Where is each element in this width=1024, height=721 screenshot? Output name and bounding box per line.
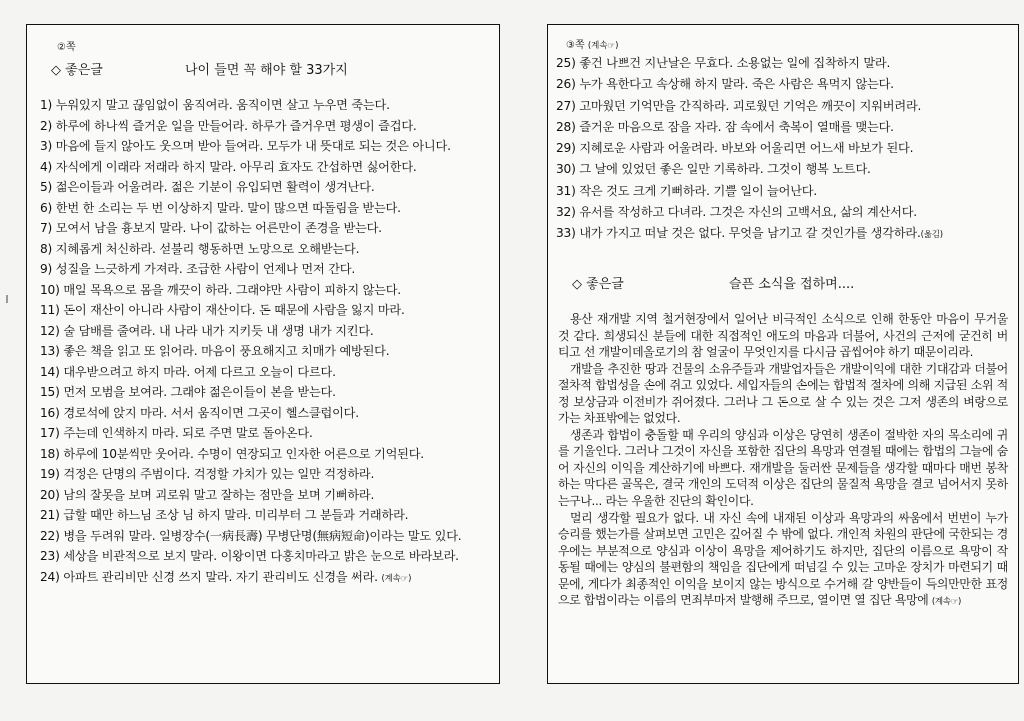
list-item: 2) 하루에 하나씩 즐거운 일을 만들어라. 하루가 즐거우면 평생이 즐겁다. bbox=[40, 118, 417, 133]
page-number-note: (계속☞) bbox=[587, 41, 619, 51]
list-item: 19) 걱정은 단명의 주범이다. 걱정할 가치가 있는 일만 걱정하라. bbox=[40, 467, 375, 481]
list-item-text: 33) 내가 가지고 떠날 것은 없다. 무엇을 남기고 갈 것인가를 생각하라. bbox=[556, 226, 921, 241]
list-item: 6) 한번 한 소리는 두 번 이상하지 말라. 말이 많으면 따돌림을 받는다. bbox=[40, 200, 401, 215]
list-item: 20) 남의 잘못을 보며 괴로워 말고 잘하는 점만을 보며 기뻐하라. bbox=[40, 487, 375, 502]
list-item: 11) 돈이 재산이 아니라 사람이 재산이다. 돈 때문에 사람을 잃지 마라. bbox=[40, 303, 405, 317]
essay-paragraph: 용산 재개발 지역 철거현장에서 일어난 비극적인 소식으로 인해 한동안 마음이 무거울 것 같다. 희생되신 분들에 대한 직접적인 애도의 마음과 더불어, 사건의 근저에 굳건히 버티고 선 개발이데올로기의 참 얼굴이 무엇인지를 다시금 곱씹어야 하기 때문이리라. bbox=[558, 312, 1008, 360]
list-item: 25) 좋건 나쁘건 지난날은 무효다. 소용없는 일에 집착하지 말라. bbox=[556, 56, 891, 70]
list-item: 16) 경로석에 앉지 마라. 서서 움직이면 그곳이 헬스클럽이다. bbox=[40, 405, 359, 420]
list-item: 27) 고마웠던 기억만을 간직하라. 괴로웠던 기억은 깨끗이 지워버려라. bbox=[556, 98, 922, 113]
page-number: ②쪽 bbox=[57, 42, 76, 53]
list-item bbox=[556, 223, 1014, 244]
list-item: 13) 좋은 책을 읽고 또 읽어라. 마음이 풍요해지고 치매가 예방된다. bbox=[40, 344, 390, 358]
continued-mark: (계속☞) bbox=[931, 597, 962, 608]
list-item: 30) 그 날에 있었던 좋은 일만 기록하라. 그것이 행복 노트다. bbox=[556, 162, 871, 177]
list-item: 31) 작은 것도 크게 기뻐하라. 기쁠 일이 늘어난다. bbox=[556, 183, 818, 198]
continued-mark: (계속☞) bbox=[381, 573, 412, 584]
list-item: 18) 하루에 10분씩만 웃어라. 수명이 연장되고 인자한 어른으로 기억된다. bbox=[40, 446, 424, 461]
list-item: 29) 지혜로운 사람과 어울려라. 바보와 어울리면 어느새 바보가 된다. bbox=[556, 141, 914, 156]
list-item: 22) 병을 두려워 말라. 일병장수(一病長壽) 무병단명(無病短命)이라는 말도 있다. bbox=[40, 528, 462, 543]
tips-list bbox=[40, 95, 490, 587]
list-item: 26) 누가 욕한다고 속상해 하지 말라. 죽은 사람은 욕먹지 않는다. bbox=[556, 77, 894, 92]
list-item: 10) 매일 목욕으로 몸을 깨끗이 하라. 그래야만 사람이 피하지 않는다. bbox=[40, 282, 401, 297]
essay-paragraph bbox=[558, 510, 1008, 611]
essay-heading bbox=[572, 273, 855, 292]
list-item: 17) 주는데 인색하지 마라. 되로 주면 말로 돌아온다. bbox=[40, 426, 313, 440]
list-item: 7) 모여서 남을 흉보지 말라. 나이 값하는 어른만이 존경을 받는다. bbox=[40, 221, 382, 235]
list-item: 21) 급할 때만 하느님 조상 님 하지 말라. 미리부터 그 분들과 거래하라. bbox=[40, 508, 409, 522]
page-heading bbox=[51, 59, 348, 78]
list-item: 5) 젊은이들과 어울려라. 젊은 기분이 유입되면 활력이 생겨난다. bbox=[40, 180, 375, 194]
list-item: 14) 대우받으려고 하지 마라. 어제 다르고 오늘이 다르다. bbox=[40, 364, 336, 379]
source-note: (옮김) bbox=[920, 230, 943, 241]
list-item: 23) 세상을 비관적으로 보지 말라. 이왕이면 다홍치마라고 밝은 눈으로 바라보라. bbox=[40, 549, 459, 563]
list-item: 3) 마음에 들지 않아도 웃으며 받아 들여라. 모두가 내 뜻대로 되는 것은 아니다. bbox=[40, 139, 451, 153]
list-item: 8) 지혜롭게 처신하라. 섣불리 행동하면 노망으로 오해받는다. bbox=[40, 241, 360, 256]
essay-title: 슬픈 소식을 접하며.... bbox=[729, 277, 855, 292]
list-item bbox=[40, 567, 490, 588]
essay-paragraph-text: 멀리 생각할 필요가 없다. 내 자신 속에 내재된 이상과 욕망과의 싸움에서 번번이 누가 승리를 했는가를 살펴보면 고민은 깊어질 수 밖에 없다. 개인적 차원의 판단에 국한되는 경우에는 부분적으로 양심과 이상이 욕망을 제어하기도 하지만, 집단의 이름으로 욕망이 작동될 때에는 양심의 불편함의 책임을 집단에게 떠넘길 수 있는 고마운 장치가 마련되기 때문에, 게다가 최종적인 이익을 보이지 않는 방식으로 수거해 갈 양반들이 득의만만한 표정으로 합법이라는 이름의 면죄부마저 발행해 주므로, 열이면 열 집단 욕망에 bbox=[558, 510, 1008, 608]
essay-paragraph: 개발을 추진한 땅과 건물의 소유주들과 개발업자들은 개발이익에 대한 기대감과 더불어 절차적 합법성을 손에 쥐고 있었다. 세입자들의 손에는 합법적 절차에 의해 지급된 소위 적정 보상금과 이전비가 쥐어졌다. 그러나 그 돈으로 살 수 있는 것은 그저 생존의 벼랑으로 가는 차표밖에는 없었다. bbox=[558, 361, 1008, 426]
page-number-label: ③쪽 bbox=[566, 40, 585, 51]
list-item: 12) 술 담배를 줄여라. 내 나라 내가 지키듯 내 생명 내가 지킨다. bbox=[40, 323, 374, 338]
page-number bbox=[566, 36, 619, 51]
margin-mark bbox=[6, 295, 8, 303]
list-item: 9) 성질을 느긋하게 가져라. 조급한 사람이 언제나 먼저 간다. bbox=[40, 262, 356, 276]
left-page bbox=[26, 24, 500, 684]
essay-marker: ◇ 좋은글 bbox=[572, 277, 624, 292]
essay-body bbox=[558, 311, 1008, 611]
list-item: 15) 먼저 모범을 보여라. 그래야 젊은이들이 본을 받는다. bbox=[40, 385, 336, 399]
essay-paragraph: 생존과 합법이 충돌할 때 우리의 양심과 이상은 당연히 생존이 절박한 자의 목소리에 귀를 기울인다. 그러나 그것이 자신을 포함한 집단의 욕망과 연결될 때에는 합법의 그늘에 숨어 자신의 이익을 계산하기에 바쁘다. 재개발을 둘러싼 문제들을 생각할 때마다 매번 봉착하는 막다른 골목은, 결국 개인의 도덕적 이상은 집단의 물질적 욕망을 결코 넘어서지 못하는구나... 라는 우울한 진단의 확인이다. bbox=[558, 427, 1008, 509]
tips-list-continued bbox=[556, 53, 1014, 245]
right-page bbox=[547, 24, 1019, 684]
list-item-text: 24) 아파트 관리비만 신경 쓰지 말라. 자기 관리비도 신경을 써라. bbox=[40, 569, 378, 584]
list-item: 32) 유서를 작성하고 다녀라. 그것은 자신의 고백서요, 삶의 계산서다. bbox=[556, 205, 917, 220]
list-item: 28) 즐거운 마음으로 잠을 자라. 잠 속에서 축복이 열매를 맺는다. bbox=[556, 119, 894, 134]
page-title: 나이 들면 꼭 해야 할 33가지 bbox=[185, 63, 348, 78]
list-item: 1) 누워있지 말고 끊임없이 움직여라. 움직이면 살고 누우면 죽는다. bbox=[40, 98, 390, 112]
heading-marker: ◇ 좋은글 bbox=[51, 63, 103, 78]
list-item: 4) 자식에게 이래라 저래라 하지 말라. 아무리 효자도 간섭하면 싫어한다. bbox=[40, 159, 417, 174]
